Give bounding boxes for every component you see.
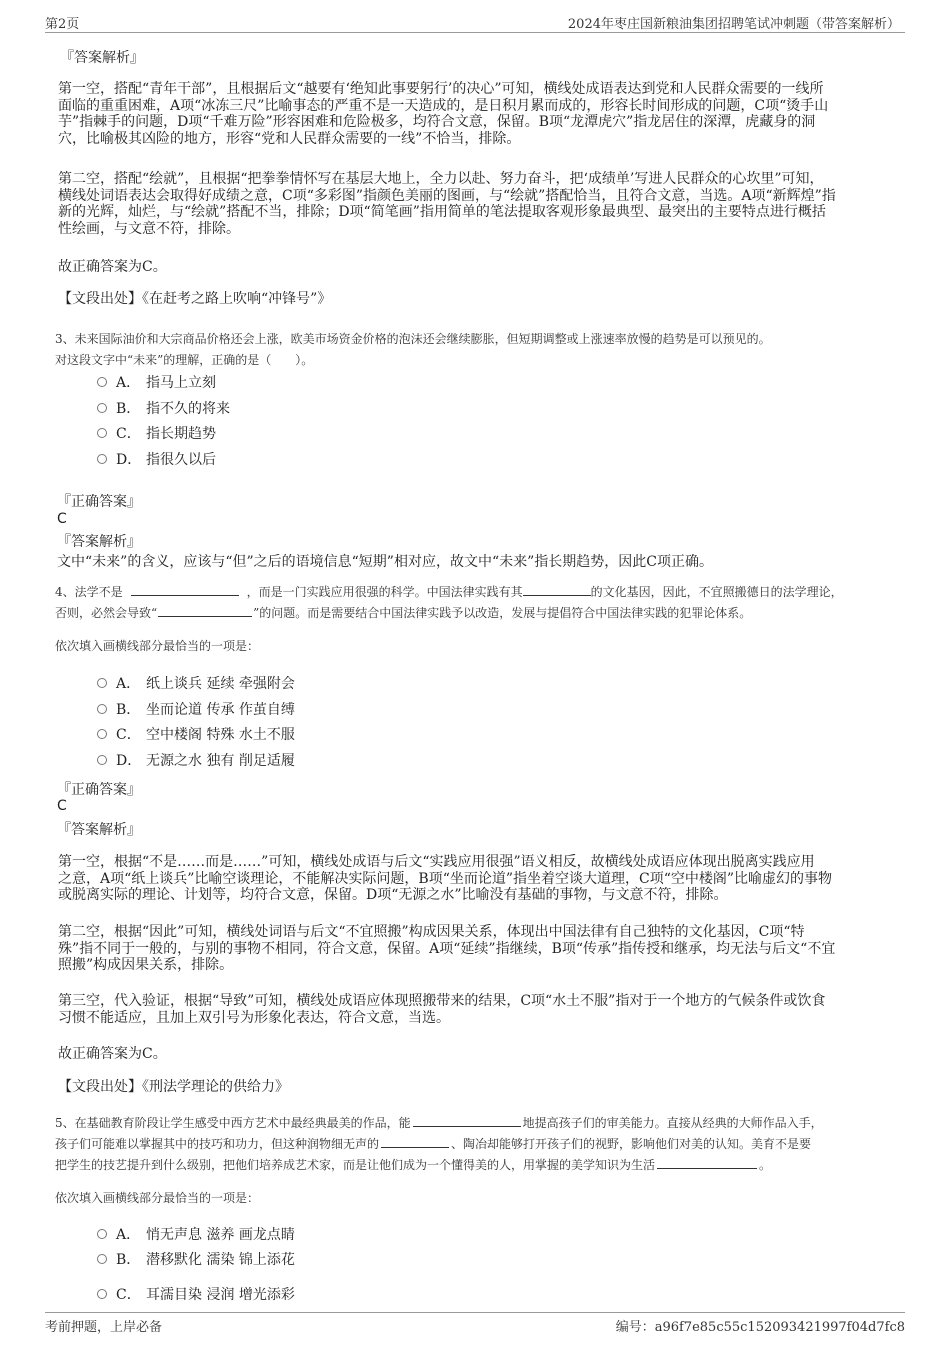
option-key: A．: [116, 1227, 141, 1243]
q3-analysis-label: 『答案解析』: [57, 534, 141, 550]
text-line: 对这段文字中“未来”的理解，正确的是（ ）。: [55, 353, 314, 367]
text-line: 第二空，搭配“绘就”，且根据“把拳拳情怀写在基层大地上，全力以赴、努力奋斗，把‘成绩单’写进人民群众的心坎里”可知，: [58, 171, 824, 187]
text-line: [55, 1155, 905, 1176]
option-text: 悄无声息 滋养 画龙点睛: [146, 1227, 295, 1243]
text-line: 殊”指不同于一般的，与别的事物不相同，符合文意，保留。A项“延续”指继续，B项“传承”指传授和继承，均无法与后文“不宜: [58, 940, 836, 957]
q3-stem: [55, 329, 905, 371]
q3-option-c[interactable]: [97, 423, 216, 443]
page-number: 第2页: [45, 17, 80, 32]
radio-icon[interactable]: [97, 377, 107, 387]
q5-prompt: 依次填入画横线部分最恰当的一项是：: [55, 1191, 260, 1205]
text-line: 新的光辉，灿烂，与“绘就”搭配不当，排除；D项“简笔画”指用简单的笔法提取客观形象最典型、最突出的主要特点进行概括: [58, 204, 826, 221]
document-title: 2024年枣庄国新粮油集团招聘笔试冲刺题（带答案解析）: [567, 17, 900, 32]
text-line: 习惯不能适应，且加上双引号为形象化表达，符合文意，当选。: [58, 1009, 450, 1026]
text-run: 否则，必然会导致“: [55, 606, 158, 620]
q3-correct-label: 『正确答案』: [57, 494, 141, 510]
q4-option-d[interactable]: [97, 750, 295, 770]
q5-option-a[interactable]: [97, 1224, 295, 1244]
option-text: 无源之水 独有 削足适履: [146, 753, 295, 769]
footer-slogan: 考前押题，上岸必备: [45, 1320, 163, 1335]
q4-analysis-para1: [58, 854, 898, 904]
q3-analysis: 文中“未来”的含义，应该与“但”之后的语境信息“短期”相对应，故文中“未来”指长期趋势，因此C项正确。: [57, 554, 713, 570]
text-line: [55, 1113, 905, 1134]
q3-option-d[interactable]: [97, 449, 216, 469]
text-line: 性绘画，与文意不符，排除。: [58, 220, 240, 237]
option-key: D．: [116, 753, 142, 769]
document-code: 编号：a96f7e85c55c152093421997f04d7fc8: [615, 1320, 905, 1335]
radio-icon[interactable]: [97, 1289, 107, 1299]
text-line: 或脱离实际的理论、计划等，均符合文意，保留。D项“无源之水”比喻没有基础的事物，与文意不符，排除。: [58, 887, 728, 904]
radio-icon[interactable]: [97, 1229, 107, 1239]
radio-icon[interactable]: [97, 678, 107, 688]
radio-icon[interactable]: [97, 755, 107, 765]
q2-source: 【文段出处】《在赶考之路上吹响“冲锋号”》: [58, 291, 332, 307]
option-text: 指马上立刻: [146, 375, 216, 391]
option-key: A．: [116, 375, 141, 391]
q4-option-a[interactable]: [97, 673, 295, 693]
text-line: 照搬”构成因果关系，排除。: [58, 957, 234, 974]
radio-icon[interactable]: [97, 428, 107, 438]
q4-conclusion: 故正确答案为C。: [58, 1046, 167, 1062]
text-line: 第一空，根据“不是……而是……”可知，横线处成语与后文“实践应用很强”语义相反，故横线处成语应体现出脱离实践应用: [58, 854, 815, 870]
option-key: C．: [116, 426, 141, 442]
q5-option-c[interactable]: [97, 1284, 295, 1304]
q5-stem: [55, 1113, 905, 1176]
text-run: ”的问题。而是需要结合中国法律实践予以改造，发展与提倡符合中国法律实践的犯罪论体系。: [253, 606, 752, 620]
text-line: 第一空，搭配“青年干部”，且根据后文“越要有‘绝知此事要躬行’的决心”可知，横线处成语表达到党和人民群众需要的一线所: [58, 81, 824, 97]
text-line: 3、未来国际油价和大宗商品价格还会上涨，欧美市场资金价格的泡沫还会继续膨胀，但短期调整或上涨速率放慢的趋势是可以预见的。: [55, 332, 771, 346]
q4-analysis-label: 『答案解析』: [57, 822, 141, 838]
radio-icon[interactable]: [97, 729, 107, 739]
blank-line: [131, 583, 239, 596]
blank-line: [158, 604, 252, 617]
text-line: 之意，A项“纸上谈兵”比喻空谈理论，不能解决实际问题，B项“坐而论道”指坐着空谈大道理，C项“空中楼阁”比喻虚幻的事物: [58, 870, 833, 887]
q4-source: 【文段出处】《刑法学理论的供给力》: [58, 1079, 289, 1095]
option-text: 指很久以后: [146, 452, 216, 468]
q2-conclusion: 故正确答案为C。: [58, 259, 167, 275]
radio-icon[interactable]: [97, 454, 107, 464]
text-run: 4、法学不是: [55, 585, 123, 599]
option-key: B．: [116, 702, 141, 718]
page-footer: [45, 1312, 905, 1333]
q4-option-b[interactable]: [97, 699, 295, 719]
text-run: 5、在基础教育阶段让学生感受中西方艺术中最经典最美的作品，能: [55, 1116, 411, 1130]
option-text: 潜移默化 濡染 锦上添花: [146, 1252, 295, 1268]
blank-line: [381, 1135, 449, 1148]
option-text: 指长期趋势: [146, 426, 216, 442]
q3-answer: C: [57, 511, 67, 527]
option-key: D．: [116, 452, 142, 468]
radio-icon[interactable]: [97, 1254, 107, 1264]
q2-analysis-para1: [58, 81, 898, 147]
q3-option-a[interactable]: [97, 372, 216, 392]
text-run: 、陶冶却能够打开孩子们的视野，影响他们对美的认知。美育不是要: [451, 1137, 812, 1151]
radio-icon[interactable]: [97, 403, 107, 413]
text-line: 横线处词语表达会取得好成绩之意，C项“多彩图”指颜色美丽的图画，与“绘就”搭配恰当，且符合文意，当选。A项“新辉煌”指: [58, 187, 836, 204]
q4-correct-label: 『正确答案』: [57, 782, 141, 798]
page-header: [45, 12, 905, 33]
q4-analysis-para2: [58, 924, 898, 974]
option-key: B．: [116, 1252, 141, 1268]
option-key: B．: [116, 401, 141, 417]
option-key: A．: [116, 676, 141, 692]
q4-stem: [55, 582, 905, 624]
option-text: 坐而论道 传承 作茧自缚: [146, 702, 295, 718]
text-line: 穴，比喻极其凶险的地方，形容“党和人民群众需要的一线”不恰当，排除。: [58, 130, 521, 147]
q2-analysis-label: 『答案解析』: [60, 50, 144, 66]
q4-prompt: 依次填入画横线部分最恰当的一项是：: [55, 639, 260, 653]
q5-option-b[interactable]: [97, 1249, 295, 1269]
option-text: 空中楼阁 特殊 水土不服: [146, 727, 295, 743]
q3-option-b[interactable]: [97, 398, 230, 418]
text-run: 孩子们可能难以掌握其中的技巧和功力，但这种润物细无声的: [55, 1137, 380, 1151]
q4-analysis-para3: [58, 993, 898, 1026]
option-key: C．: [116, 1287, 141, 1303]
text-line: 芋”指棘手的问题，D项“千难万险”形容困难和危险极多，均符合文意，保留。B项“龙潭虎穴”指龙居住的深潭，虎藏身的洞: [58, 114, 816, 131]
q2-analysis-para2: [58, 171, 898, 237]
text-line: 第二空，根据“因此”可知，横线处词语与后文“不宜照搬”构成因果关系，体现出中国法律有自己独特的文化基因，C项“特: [58, 924, 805, 940]
text-line: [55, 603, 905, 624]
q4-option-c[interactable]: [97, 724, 295, 744]
option-text: 耳濡目染 浸润 增光添彩: [146, 1287, 295, 1303]
blank-line: [657, 1156, 757, 1169]
option-key: C．: [116, 727, 141, 743]
text-line: 面临的重重困难，A项“冰冻三尺”比喻事态的严重不是一天造成的，是日积月累而成的，形容长时间形成的问题，C项“烫手山: [58, 97, 829, 114]
text-line: [55, 582, 905, 603]
text-run: 地提高孩子们的审美能力。直接从经典的大师作品入手，: [522, 1116, 823, 1130]
option-text: 纸上谈兵 延续 牵强附会: [146, 676, 295, 692]
blank-line: [413, 1114, 521, 1127]
blank-line: [523, 583, 591, 596]
radio-icon[interactable]: [97, 704, 107, 714]
text-run: 的文化基因，因此，不宜照搬德日的法学理论，: [590, 585, 843, 599]
text-run: 。: [759, 1158, 772, 1172]
q4-answer: C: [57, 798, 67, 814]
text-run: ，而是一门实践应用很强的科学。中国法律实践有其: [246, 585, 523, 599]
text-line: 第三空，代入验证，根据“导致”可知，横线处成语应体现照搬带来的结果，C项“水土不服”指对于一个地方的气候条件或饮食: [58, 993, 826, 1009]
option-text: 指不久的将来: [146, 401, 230, 417]
text-run: 把学生的技艺提升到什么级别，把他们培养成艺术家，而是让他们成为一个懂得美的人，用掌握的美学知识为生活: [55, 1158, 656, 1172]
text-line: [55, 1134, 905, 1155]
